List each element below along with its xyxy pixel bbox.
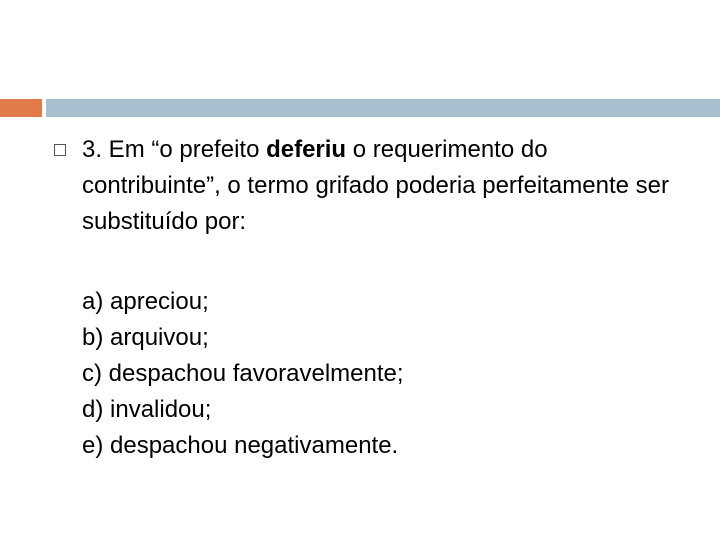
- question-prefix: 3. Em “o prefeito: [82, 136, 267, 163]
- header-bar: [46, 99, 720, 117]
- option-b: b) arquivou;: [82, 324, 209, 351]
- option-c: c) despachou favoravelmente;: [82, 360, 404, 387]
- question-suffix: o requerimento do contribuinte”, o termo grifado poderia perfeitamente ser substituído por:: [82, 136, 669, 235]
- option-e: e) despachou negativamente.: [82, 432, 399, 459]
- question-text: [82, 132, 682, 240]
- question-highlight: deferiu: [266, 136, 347, 163]
- square-bullet-icon: [54, 144, 66, 156]
- header-accent-bar: [0, 99, 42, 117]
- option-a: a) apreciou;: [82, 288, 209, 315]
- option-d: d) invalidou;: [82, 396, 212, 423]
- answer-options-list: [82, 284, 682, 464]
